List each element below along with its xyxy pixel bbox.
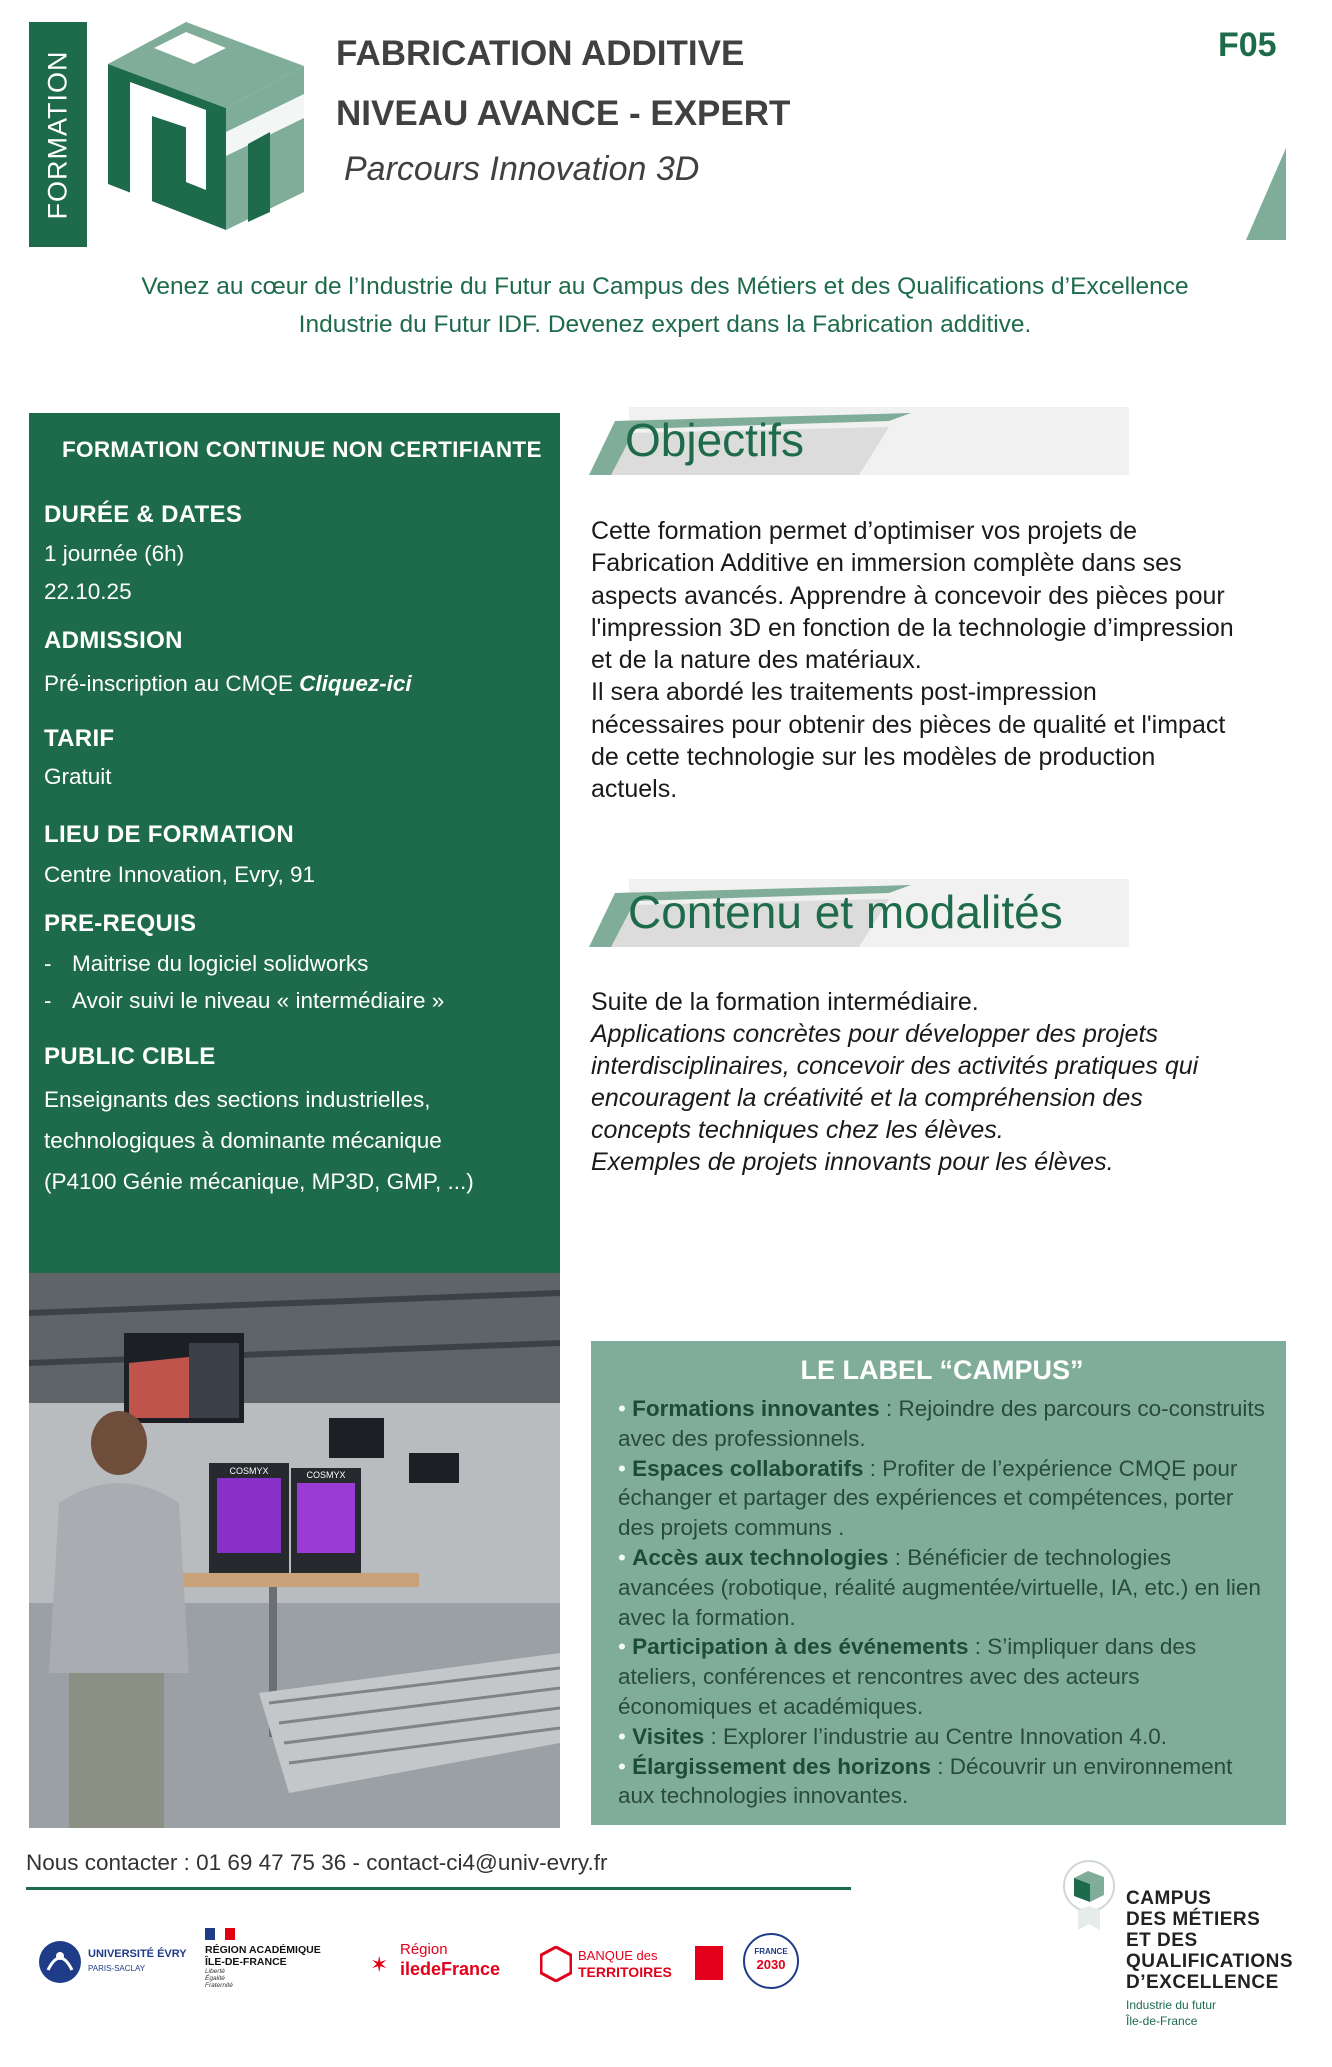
region-idf-logo <box>370 1938 520 1988</box>
universite-evry-logo <box>38 1938 188 1986</box>
duree-heading: DURÉE & DATES <box>44 501 243 528</box>
title-line-2: NIVEAU AVANCE - EXPERT <box>336 94 791 133</box>
printer-label-2: COSMYX <box>306 1470 346 1480</box>
campus-line-6: Industrie du futur <box>1126 1998 1217 2012</box>
objectifs-body <box>591 515 1291 806</box>
objectifs-line: Il sera abordé les traitements post-impression <box>591 678 1097 707</box>
evry-line-1: UNIVERSITÉ ÉVRY <box>88 1948 187 1960</box>
label-item: • Espaces collaboratifs : Profiter de l’expérience CMQE pour échanger et partager des expériences et compétences, porter des projets communs . <box>618 1455 1238 1541</box>
public-line-1: Enseignants des sections industrielles, <box>44 1087 431 1112</box>
admission-text: Pré-inscription au CMQE <box>44 671 293 696</box>
person-hoodie <box>49 1483 189 1673</box>
objectifs-line: nécessaires pour obtenir des pièces de qualité et l'impact <box>591 710 1226 739</box>
lieu-heading: LIEU DE FORMATION <box>44 821 294 848</box>
contact-info[interactable]: Nous contacter : 01 69 47 75 36 - contact-ci4@univ-evry.fr <box>26 1850 608 1875</box>
label-item: • Formations innovantes : Rejoindre des parcours co-construits avec des professionnels. <box>618 1396 1265 1451</box>
objectifs-line: actuels. <box>591 775 678 804</box>
label-item: • Visites : Explorer l’industrie au Centre Innovation 4.0. <box>618 1723 1168 1749</box>
region-acad-line-2: ÎLE-DE-FRANCE <box>205 1956 287 1968</box>
france2030-bottom: 2030 <box>756 1957 786 1972</box>
contenu-italic-line: Applications concrètes pour développer des projets <box>591 1020 1159 1048</box>
region-acad-motto: Égalité <box>205 1975 225 1982</box>
tarif-heading: TARIF <box>44 725 115 752</box>
banque-hexagon-icon <box>540 1946 572 1982</box>
admission-link[interactable]: Cliquez-ici <box>299 671 412 696</box>
title-line-1: FABRICATION ADDITIVE <box>336 34 745 73</box>
objectifs-line: Fabrication Additive en immersion complète dans ses <box>591 549 1182 578</box>
intro-text <box>40 268 1290 344</box>
public-heading: PUBLIC CIBLE <box>44 1043 216 1070</box>
duree-line-1: 1 journée (6h) <box>44 541 185 566</box>
label-item: • Accès aux technologies : Bénéficier de technologies avancées (robotique, réalité augmentée/virtuelle, IA, etc.) en lien avec la formation. <box>618 1544 1261 1630</box>
campus-line-1: CAMPUS <box>1126 1888 1212 1909</box>
info-panel-title: FORMATION CONTINUE NON CERTIFIANTE <box>62 437 542 462</box>
contenu-body <box>591 986 1291 1178</box>
label-campus-box <box>591 1341 1286 1825</box>
region-acad-motto: Liberté <box>205 1968 225 1975</box>
objectifs-title: Objectifs <box>625 414 804 466</box>
flag-icon <box>205 1928 235 1940</box>
campus-line-2: DES MÉTIERS <box>1126 1909 1261 1930</box>
objectifs-line: et de la nature des matériaux. <box>591 646 922 675</box>
admission-heading: ADMISSION <box>44 627 183 654</box>
campus-line-5: D’EXCELLENCE <box>1126 1972 1279 1993</box>
public-line-3: (P4100 Génie mécanique, MP3D, GMP, ...) <box>44 1169 474 1194</box>
contact-divider <box>26 1887 851 1890</box>
label-title: LE LABEL “CAMPUS” <box>800 1355 1084 1385</box>
public-line-2: technologiques à dominante mécanique <box>44 1128 442 1153</box>
region-acad-line-1: RÉGION ACADÉMIQUE <box>205 1944 321 1956</box>
region-idf-line-1: Région <box>400 1941 448 1958</box>
formation-tab-label: FORMATION <box>42 50 73 219</box>
contenu-italic-line: Exemples de projets innovants pour les élèves. <box>591 1148 1114 1176</box>
campus-metiers-logo <box>1060 1860 1300 2060</box>
contenu-line-1: Suite de la formation intermédiaire. <box>591 988 979 1016</box>
duree-line-2: 22.10.25 <box>44 579 132 604</box>
contenu-italic-line: interdisciplinaires, concevoir des activités pratiques qui <box>591 1052 1199 1080</box>
banque-line-1: BANQUE des <box>578 1948 658 1963</box>
france-2030-logo <box>743 1933 799 1989</box>
objectifs-line: l'impression 3D en fonction de la technologie d’impression <box>591 613 1234 642</box>
subtitle: Parcours Innovation 3D <box>344 150 700 188</box>
campus-line-3: ET DES <box>1126 1930 1198 1951</box>
wooden-bench <box>169 1573 419 1587</box>
evry-emblem-icon <box>38 1940 82 1984</box>
admission-line <box>44 665 560 703</box>
printer-label-1: COSMYX <box>229 1466 269 1476</box>
contenu-italic-line: encouragent la créativité et la compréhension des <box>591 1084 1143 1112</box>
region-star-icon: ✶ <box>370 1952 389 1977</box>
intro-line-1: Venez au cœur de l’Industrie du Futur au Campus des Métiers et des Qualifications d’Excellence <box>141 273 1189 300</box>
campus-cube-logo-icon <box>108 22 304 230</box>
label-item: • Élargissement des horizons : Découvrir un environnement aux technologies innovantes. <box>618 1753 1233 1809</box>
region-acad-motto: Fraternité <box>205 1982 233 1989</box>
region-idf-line-2: iledeFrance <box>400 1959 501 1979</box>
workshop-photo <box>29 1273 560 1828</box>
person-head <box>91 1411 147 1475</box>
caisse-depots-icon <box>695 1946 723 1980</box>
contenu-header <box>589 879 1129 947</box>
objectifs-line: Cette formation permet d’optimiser vos projets de <box>591 517 1138 545</box>
intro-line-2: Industrie du Futur IDF. Devenez expert dans la Fabrication additive. <box>298 311 1032 338</box>
prerequis-item: - Avoir suivi le niveau « intermédiaire » <box>44 982 560 1019</box>
objectifs-line: de cette technologie sur les modèles de production <box>591 743 1156 772</box>
evry-line-2: PARIS-SACLAY <box>88 1964 146 1973</box>
banque-territoires-logo <box>540 1942 730 1986</box>
objectifs-header <box>589 407 1129 475</box>
campus-line-7: Île-de-France <box>1126 2014 1198 2028</box>
formation-code: F05 <box>1218 26 1277 64</box>
contenu-title: Contenu et modalités <box>628 886 1063 938</box>
banque-line-2: TERRITOIRES <box>578 1964 672 1980</box>
campus-badge-icon <box>1060 1860 1118 1932</box>
objectifs-line: aspects avancés. Apprendre à concevoir des pièces pour <box>591 581 1225 610</box>
lieu-text: Centre Innovation, Evry, 91 <box>44 862 315 887</box>
corner-triangle-icon <box>1246 148 1286 240</box>
tarif-text: Gratuit <box>44 764 112 789</box>
prerequis-heading: PRE-REQUIS <box>44 910 197 937</box>
prerequis-item: - Maitrise du logiciel solidworks <box>44 945 560 982</box>
label-item: • Participation à des événements : S’impliquer dans des ateliers, conférences et rencontres avec des acteurs économiques et académiques. <box>618 1634 1197 1719</box>
info-panel <box>29 413 560 1273</box>
contenu-italic-line: concepts techniques chez les élèves. <box>591 1116 1004 1144</box>
campus-line-4: QUALIFICATIONS <box>1126 1951 1294 1972</box>
formation-tab <box>29 22 87 247</box>
france2030-top: FRANCE <box>754 1947 788 1956</box>
region-academique-logo <box>205 1928 355 1998</box>
